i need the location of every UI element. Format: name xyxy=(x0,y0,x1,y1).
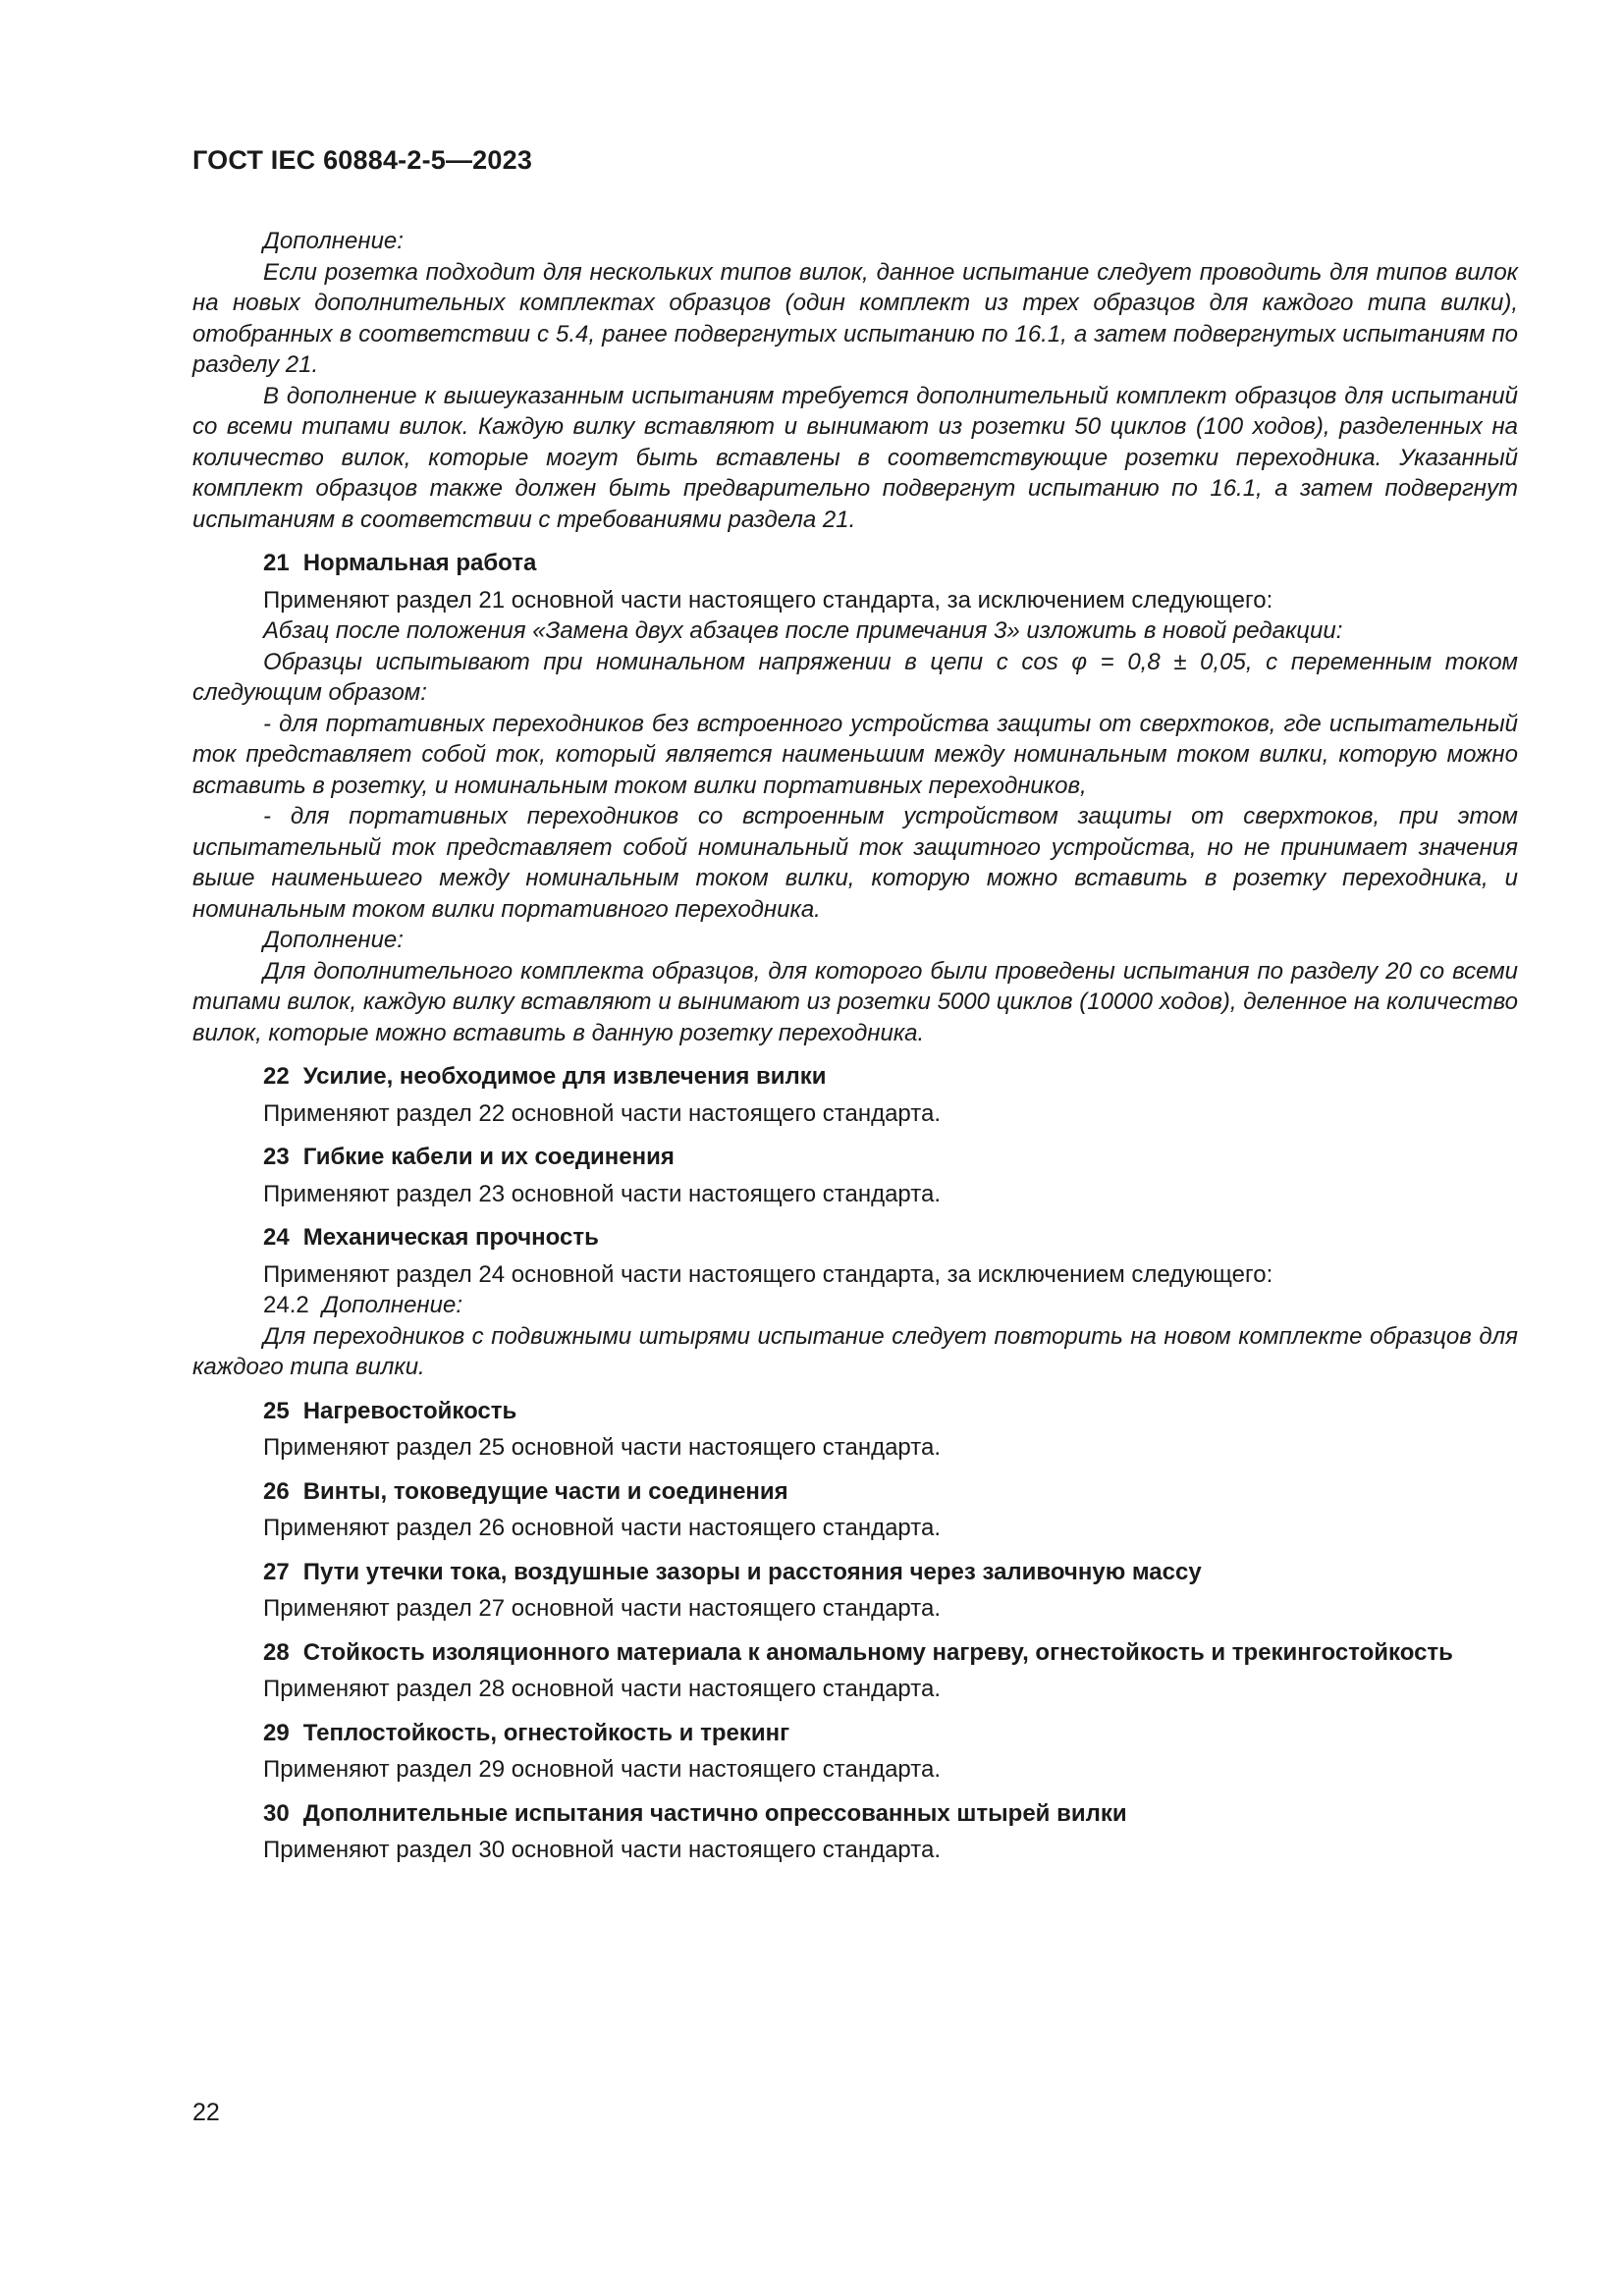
paragraph: Для переходников с подвижными штырями испытание следует повторить на новом комплекте образцов для каждого типа вилки. xyxy=(192,1322,1518,1380)
document-body xyxy=(192,226,1518,1866)
section-number: 25 xyxy=(263,1397,290,1424)
paragraph: Применяют раздел 22 основной части настоящего стандарта. xyxy=(263,1099,941,1127)
section-number: 24 xyxy=(263,1224,290,1251)
paragraph: Применяют раздел 30 основной части настоящего стандарта. xyxy=(263,1837,941,1863)
section-number: 30 xyxy=(263,1799,290,1827)
section-title: Усилие, необходимое для извлечения вилки xyxy=(302,1063,827,1090)
list-item: - для портативных переходников без встроенного устройства защиты от сверхтоков, где испытательный ток представляет собой ток, который является наименьшим между номинальным током вилки, которую можно вставить в розетку, и номинальным током вилки портативных переходников, xyxy=(192,710,1518,799)
paragraph: Применяют раздел 29 основной части настоящего стандарта. xyxy=(263,1756,941,1783)
section-title: Винты, токоведущие части и соединения xyxy=(302,1477,788,1505)
section-heading-27 xyxy=(192,1557,1518,1588)
addition-label: Дополнение: xyxy=(322,1292,462,1318)
section-number: 22 xyxy=(263,1063,290,1090)
paragraph: Применяют раздел 27 основной части настоящего стандарта. xyxy=(263,1595,941,1622)
section-title: Дополнительные испытания частично опрессованных штырей вилки xyxy=(302,1799,1127,1827)
section-title: Пути утечки тока, воздушные зазоры и расстояния через заливочную массу xyxy=(302,1558,1202,1585)
section-number: 28 xyxy=(263,1638,290,1666)
section-title: Теплостойкость, огнестойкость и трекинг xyxy=(302,1719,790,1746)
paragraph: Применяют раздел 28 основной части настоящего стандарта. xyxy=(263,1676,941,1702)
addition-label: Дополнение: xyxy=(263,927,404,953)
paragraph: Применяют раздел 26 основной части настоящего стандарта. xyxy=(263,1515,941,1541)
section-heading-22 xyxy=(192,1061,1518,1093)
list-item: - для портативных переходников со встроенным устройством защиты от сверхтоков, при этом испытательный ток представляет собой номинальный ток защитного устройства, но не принимает значения выше наименьшего между номинальным током вилки, которую можно вставить в розетку переходника, и номинальным током вилки портативного переходника. xyxy=(192,803,1518,923)
paragraph: В дополнение к вышеуказанным испытаниям требуется дополнительный комплект образцов для испытаний со всеми типами вилок. Каждую вилку вставляют и вынимают из розетки 50 циклов (100 ходов), разделенных на количество вилок, которые могут быть вставлены в соответствующие розетки переходника. Указанный комплект образцов также должен быть предварительно подвергнут испытанию по 16.1, а затем подвергнут испытаниям в соответствии с требованиями раздела 21. xyxy=(192,382,1518,533)
section-heading-28 xyxy=(192,1637,1518,1669)
subclause-line xyxy=(192,1290,1518,1321)
section-heading-21 xyxy=(192,548,1518,579)
paragraph: Применяют раздел 21 основной части настоящего стандарта, за исключением следующего: xyxy=(263,586,1273,614)
paragraph: Применяют раздел 24 основной части настоящего стандарта, за исключением следующего: xyxy=(263,1260,1273,1288)
page-number: 22 xyxy=(192,2099,220,2126)
section-heading-29 xyxy=(192,1718,1518,1749)
section-title: Стойкость изоляционного материала к аномальному нагреву, огнестойкость и трекингостойкость xyxy=(302,1638,1453,1666)
section-number: 27 xyxy=(263,1558,290,1585)
document-header: ГОСТ IEC 60884-2-5—2023 xyxy=(192,145,533,175)
addition-label: Дополнение: xyxy=(263,228,404,254)
section-number: 23 xyxy=(263,1144,290,1170)
section-heading-30 xyxy=(192,1798,1518,1830)
paragraph: Если розетка подходит для нескольких типов вилок, данное испытание следует проводить для типов вилок на новых дополнительных комплектах образцов (один комплект из трех образцов для каждого типа вилки), отобранных в соответствии с 5.4, ранее подвергнутых испытанию по 16.1, а затем подвергнутых испытаниям по разделу 21. xyxy=(192,258,1518,378)
section-number: 26 xyxy=(263,1477,290,1505)
subclause-number: 24.2 xyxy=(263,1292,309,1318)
section-title: Гибкие кабели и их соединения xyxy=(302,1144,675,1170)
paragraph: Применяют раздел 25 основной части настоящего стандарта. xyxy=(263,1434,941,1461)
section-number: 29 xyxy=(263,1719,290,1746)
section-title: Нормальная работа xyxy=(302,550,537,576)
section-title: Механическая прочность xyxy=(302,1224,599,1251)
section-title: Нагревостойкость xyxy=(302,1397,517,1424)
paragraph: Образцы испытывают при номинальном напряжении в цепи с cos φ = 0,8 ± 0,05, с переменным током следующим образом: xyxy=(192,648,1518,706)
section-heading-23 xyxy=(192,1142,1518,1173)
section-heading-25 xyxy=(192,1396,1518,1427)
section-heading-26 xyxy=(192,1476,1518,1508)
paragraph: Абзац после положения «Замена двух абзацев после примечания 3» изложить в новой редакции: xyxy=(263,617,1343,644)
paragraph: Применяют раздел 23 основной части настоящего стандарта. xyxy=(263,1180,941,1207)
paragraph: Для дополнительного комплекта образцов, для которого были проведены испытания по разделу 20 со всеми типами вилок, каждую вилку вставляют и вынимают из розетки 5000 циклов (10000 ходов), деленное на количество вилок, которые можно вставить в данную розетку переходника. xyxy=(192,957,1518,1046)
section-heading-24 xyxy=(192,1222,1518,1254)
section-number: 21 xyxy=(263,550,290,576)
